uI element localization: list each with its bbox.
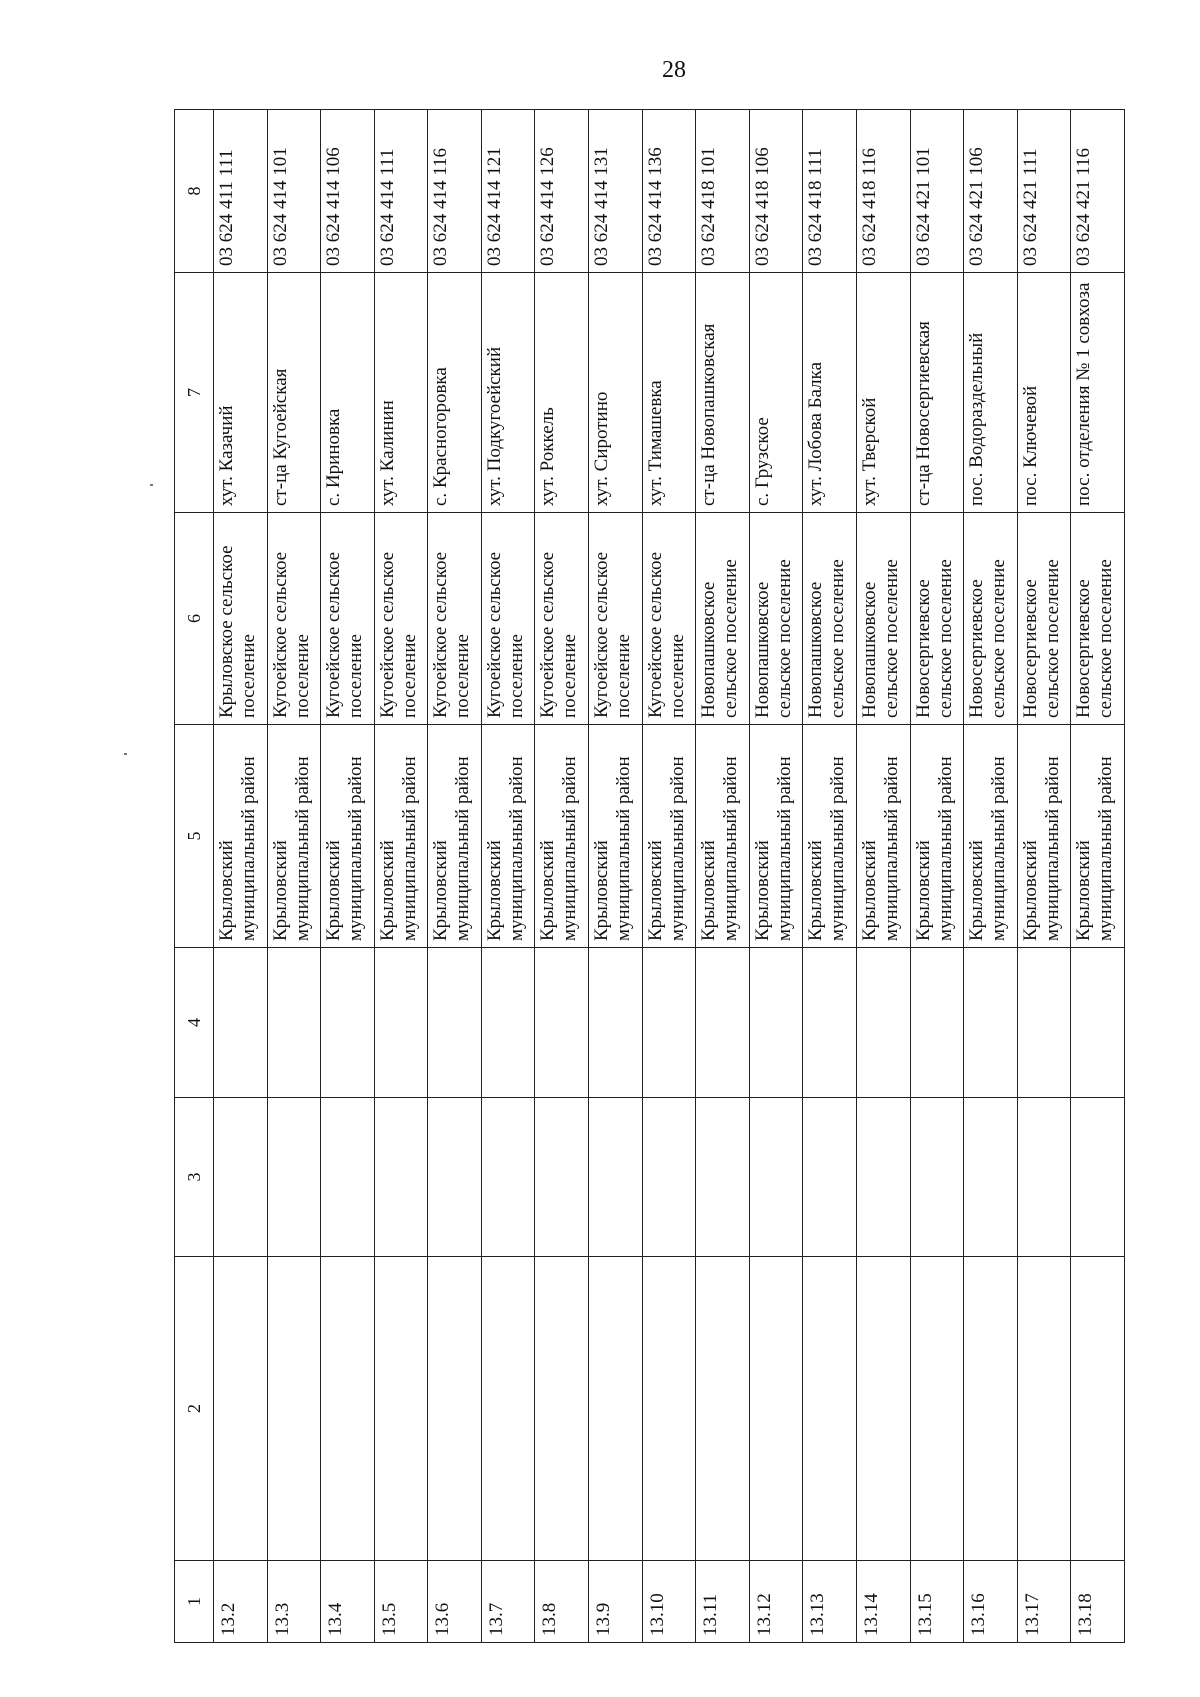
column-3-cell [267, 1098, 321, 1257]
column-3-cell [481, 1098, 535, 1257]
locality-cell: с. Грузское [749, 273, 803, 513]
column-2-cell [696, 1257, 750, 1561]
settlement-cell: Новосергиевское сельское поселение [910, 513, 964, 725]
column-header: 4 [175, 948, 214, 1098]
column-2-cell [267, 1257, 321, 1561]
oktmo-code-cell: 03 624 414 111 [374, 110, 428, 273]
oktmo-code-cell: 03 624 418 116 [856, 110, 910, 273]
page-number: 28 [662, 57, 686, 83]
table-row [535, 110, 589, 1643]
column-3-cell [1017, 1098, 1071, 1257]
column-2-cell [214, 1257, 268, 1561]
column-2-cell [535, 1257, 589, 1561]
locality-cell: хут. Калинин [374, 273, 428, 513]
column-2-cell [589, 1257, 643, 1561]
settlement-cell: Новопашковское сельское поселение [856, 513, 910, 725]
column-3-cell [214, 1098, 268, 1257]
settlement-cell: Кугоейское сельское поселение [481, 513, 535, 725]
column-3-cell [803, 1098, 857, 1257]
settlement-cell: Новосергиевское сельское поселение [1017, 513, 1071, 725]
oktmo-code-cell: 03 624 421 116 [1071, 110, 1125, 273]
locality-cell: хут. Казачий [214, 273, 268, 513]
locality-cell: хут. Тимашевка [642, 273, 696, 513]
register-table-container [174, 110, 1125, 1643]
row-number-cell: 13.9 [589, 1561, 643, 1643]
locality-cell: хут. Сиротино [589, 273, 643, 513]
column-3-cell [856, 1098, 910, 1257]
district-cell: Крыловский муниципальный район [321, 725, 375, 948]
column-4-cell [374, 948, 428, 1098]
column-2-cell [321, 1257, 375, 1561]
column-header: 2 [175, 1257, 214, 1561]
settlement-cell: Кугоейское сельское поселение [374, 513, 428, 725]
column-2-cell [910, 1257, 964, 1561]
column-3-cell [589, 1098, 643, 1257]
column-2-cell [374, 1257, 428, 1561]
settlement-cell: Кугоейское сельское поселение [267, 513, 321, 725]
column-4-cell [910, 948, 964, 1098]
column-2-cell [803, 1257, 857, 1561]
column-4-cell [964, 948, 1018, 1098]
district-cell: Крыловский муниципальный район [428, 725, 482, 948]
table-row [696, 110, 750, 1643]
row-number-cell: 13.12 [749, 1561, 803, 1643]
oktmo-code-cell: 03 624 418 101 [696, 110, 750, 273]
district-cell: Крыловский муниципальный район [535, 725, 589, 948]
district-cell: Крыловский муниципальный район [481, 725, 535, 948]
settlement-cell: Кугоейское сельское поселение [321, 513, 375, 725]
locality-cell: ст-ца Новосергиевская [910, 273, 964, 513]
table-row [267, 110, 321, 1643]
column-4-cell [267, 948, 321, 1098]
column-2-cell [1017, 1257, 1071, 1561]
district-cell: Крыловский муниципальный район [642, 725, 696, 948]
district-cell: Крыловский муниципальный район [803, 725, 857, 948]
oktmo-code-cell: 03 624 414 116 [428, 110, 482, 273]
column-header: 1 [175, 1561, 214, 1643]
table-row [428, 110, 482, 1643]
column-4-cell [642, 948, 696, 1098]
table-header-row [175, 110, 214, 1643]
column-4-cell [321, 948, 375, 1098]
row-number-cell: 13.11 [696, 1561, 750, 1643]
settlement-cell: Новосергиевское сельское поселение [964, 513, 1018, 725]
locality-cell: пос. отделения № 1 совхоза [1071, 273, 1125, 513]
column-4-cell [1071, 948, 1125, 1098]
table-row [1071, 110, 1125, 1643]
table-row [1017, 110, 1071, 1643]
table-row [214, 110, 268, 1643]
column-3-cell [321, 1098, 375, 1257]
column-4-cell [1017, 948, 1071, 1098]
district-cell: Крыловский муниципальный район [1017, 725, 1071, 948]
oktmo-code-cell: 03 624 421 101 [910, 110, 964, 273]
row-number-cell: 13.6 [428, 1561, 482, 1643]
column-2-cell [749, 1257, 803, 1561]
settlement-cell: Новопашковское сельское поселение [696, 513, 750, 725]
rotated-table-frame [174, 110, 1125, 1643]
settlement-cell: Новопашковское сельское поселение [749, 513, 803, 725]
locality-cell: хут. Роккель [535, 273, 589, 513]
column-3-cell [1071, 1098, 1125, 1257]
table-row [749, 110, 803, 1643]
locality-cell: пос. Водораздельный [964, 273, 1018, 513]
settlement-cell: Новопашковское сельское поселение [803, 513, 857, 725]
column-2-cell [642, 1257, 696, 1561]
row-number-cell: 13.2 [214, 1561, 268, 1643]
locality-cell: с. Красногоровка [428, 273, 482, 513]
column-3-cell [535, 1098, 589, 1257]
column-header: 5 [175, 725, 214, 948]
column-3-cell [910, 1098, 964, 1257]
locality-cell: ст-ца Новопашковская [696, 273, 750, 513]
district-cell: Крыловский муниципальный район [214, 725, 268, 948]
column-header: 3 [175, 1098, 214, 1257]
row-number-cell: 13.17 [1017, 1561, 1071, 1643]
column-4-cell [696, 948, 750, 1098]
row-number-cell: 13.18 [1071, 1561, 1125, 1643]
scan-speck [124, 753, 127, 755]
register-table [174, 109, 1125, 1643]
district-cell: Крыловский муниципальный район [964, 725, 1018, 948]
column-2-cell [856, 1257, 910, 1561]
column-header: 7 [175, 273, 214, 513]
column-4-cell [535, 948, 589, 1098]
column-4-cell [428, 948, 482, 1098]
district-cell: Крыловский муниципальный район [374, 725, 428, 948]
oktmo-code-cell: 03 624 414 101 [267, 110, 321, 273]
oktmo-code-cell: 03 624 418 106 [749, 110, 803, 273]
oktmo-code-cell: 03 624 421 106 [964, 110, 1018, 273]
settlement-cell: Крыловское сельское поселение [214, 513, 268, 725]
locality-cell: хут. Подкугоейский [481, 273, 535, 513]
column-header: 8 [175, 110, 214, 273]
column-2-cell [1071, 1257, 1125, 1561]
column-header: 6 [175, 513, 214, 725]
table-row [910, 110, 964, 1643]
table-row [374, 110, 428, 1643]
table-row [803, 110, 857, 1643]
district-cell: Крыловский муниципальный район [267, 725, 321, 948]
column-3-cell [964, 1098, 1018, 1257]
oktmo-code-cell: 03 624 414 106 [321, 110, 375, 273]
district-cell: Крыловский муниципальный район [910, 725, 964, 948]
oktmo-code-cell: 03 624 411 111 [214, 110, 268, 273]
settlement-cell: Новосергиевское сельское поселение [1071, 513, 1125, 725]
oktmo-code-cell: 03 624 414 126 [535, 110, 589, 273]
row-number-cell: 13.16 [964, 1561, 1018, 1643]
column-2-cell [481, 1257, 535, 1561]
settlement-cell: Кугоейское сельское поселение [535, 513, 589, 725]
column-4-cell [803, 948, 857, 1098]
settlement-cell: Кугоейское сельское поселение [428, 513, 482, 725]
oktmo-code-cell: 03 624 414 131 [589, 110, 643, 273]
row-number-cell: 13.14 [856, 1561, 910, 1643]
row-number-cell: 13.4 [321, 1561, 375, 1643]
column-3-cell [696, 1098, 750, 1257]
row-number-cell: 13.15 [910, 1561, 964, 1643]
column-4-cell [749, 948, 803, 1098]
district-cell: Крыловский муниципальный район [749, 725, 803, 948]
oktmo-code-cell: 03 624 421 111 [1017, 110, 1071, 273]
scan-speck [150, 484, 153, 486]
row-number-cell: 13.10 [642, 1561, 696, 1643]
column-3-cell [642, 1098, 696, 1257]
row-number-cell: 13.13 [803, 1561, 857, 1643]
locality-cell: ст-ца Кугоейская [267, 273, 321, 513]
oktmo-code-cell: 03 624 418 111 [803, 110, 857, 273]
row-number-cell: 13.5 [374, 1561, 428, 1643]
locality-cell: пос. Ключевой [1017, 273, 1071, 513]
row-number-cell: 13.7 [481, 1561, 535, 1643]
column-3-cell [374, 1098, 428, 1257]
table-row [642, 110, 696, 1643]
column-3-cell [428, 1098, 482, 1257]
district-cell: Крыловский муниципальный район [1071, 725, 1125, 948]
district-cell: Крыловский муниципальный район [856, 725, 910, 948]
table-row [589, 110, 643, 1643]
column-4-cell [589, 948, 643, 1098]
locality-cell: с. Ириновка [321, 273, 375, 513]
table-row [856, 110, 910, 1643]
column-4-cell [856, 948, 910, 1098]
column-2-cell [428, 1257, 482, 1561]
settlement-cell: Кугоейское сельское поселение [642, 513, 696, 725]
column-2-cell [964, 1257, 1018, 1561]
district-cell: Крыловский муниципальный район [589, 725, 643, 948]
table-body [214, 110, 1125, 1643]
locality-cell: хут. Тверской [856, 273, 910, 513]
locality-cell: хут. Лобова Балка [803, 273, 857, 513]
row-number-cell: 13.3 [267, 1561, 321, 1643]
table-row [321, 110, 375, 1643]
table-row [481, 110, 535, 1643]
oktmo-code-cell: 03 624 414 136 [642, 110, 696, 273]
settlement-cell: Кугоейское сельское поселение [589, 513, 643, 725]
row-number-cell: 13.8 [535, 1561, 589, 1643]
district-cell: Крыловский муниципальный район [696, 725, 750, 948]
column-3-cell [749, 1098, 803, 1257]
column-4-cell [214, 948, 268, 1098]
oktmo-code-cell: 03 624 414 121 [481, 110, 535, 273]
column-4-cell [481, 948, 535, 1098]
table-row [964, 110, 1018, 1643]
